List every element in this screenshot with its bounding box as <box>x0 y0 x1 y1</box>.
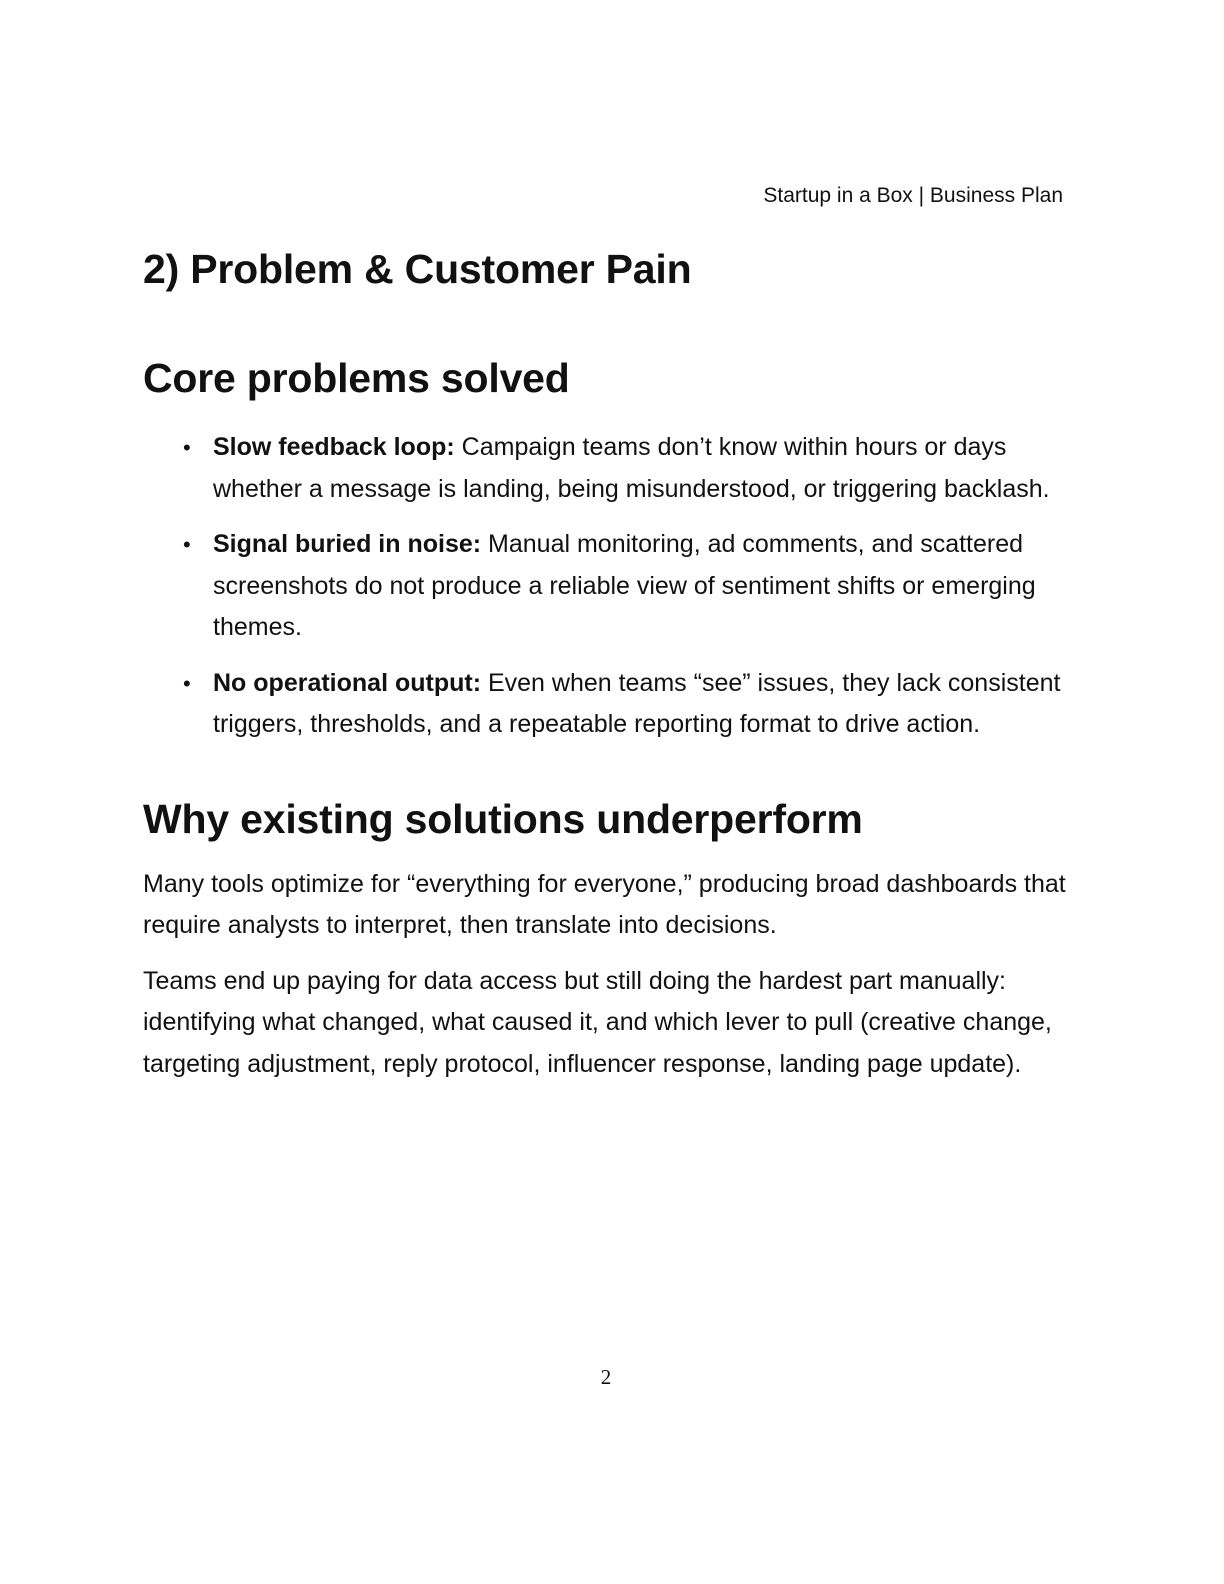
list-item <box>183 663 1068 746</box>
list-item-lead: No operational output: <box>213 668 488 697</box>
bullet-icon: • <box>183 670 191 696</box>
list-item <box>183 524 1068 649</box>
list-item-lead: Slow feedback loop: <box>213 433 462 461</box>
bullet-icon: • <box>183 435 191 460</box>
page-number: 2 <box>600 1365 612 1389</box>
list-item <box>183 427 1068 510</box>
bullet-icon: • <box>183 532 191 557</box>
body-paragraph: Teams end up paying for data access but still doing the hardest part manually: identifying what changed, what caused it, and which lever to pull (creative change, targeting adjustment, reply protocol, influencer response, landing page update). <box>143 966 1052 1078</box>
why-existing-heading: Why existing solutions underperform <box>143 795 863 842</box>
page-content <box>143 240 1068 1085</box>
list-item-text: Manual monitoring, ad comments, and scattered screenshots do not produce a reliable view of sentiment shifts or emerging themes. <box>213 530 1036 641</box>
list-item-lead: Signal buried in noise: <box>213 530 489 558</box>
section-title: 2) Problem & Customer Pain <box>143 246 692 292</box>
list-item-text: Campaign teams don’t know within hours or days whether a message is landing, being misunderstood, or triggering backlash. <box>213 433 1050 503</box>
body-paragraph: Many tools optimize for “everything for everyone,” producing broad dashboards that require analysts to interpret, then translate into decisions. <box>143 869 1066 939</box>
core-problems-heading: Core problems solved <box>143 355 570 401</box>
running-header: Startup in a Box | Business Plan <box>763 184 1063 207</box>
list-item-text: Even when teams “see” issues, they lack consistent triggers, thresholds, and a repeatable reporting format to drive action. <box>213 668 1061 738</box>
core-problems-list <box>143 427 1068 746</box>
